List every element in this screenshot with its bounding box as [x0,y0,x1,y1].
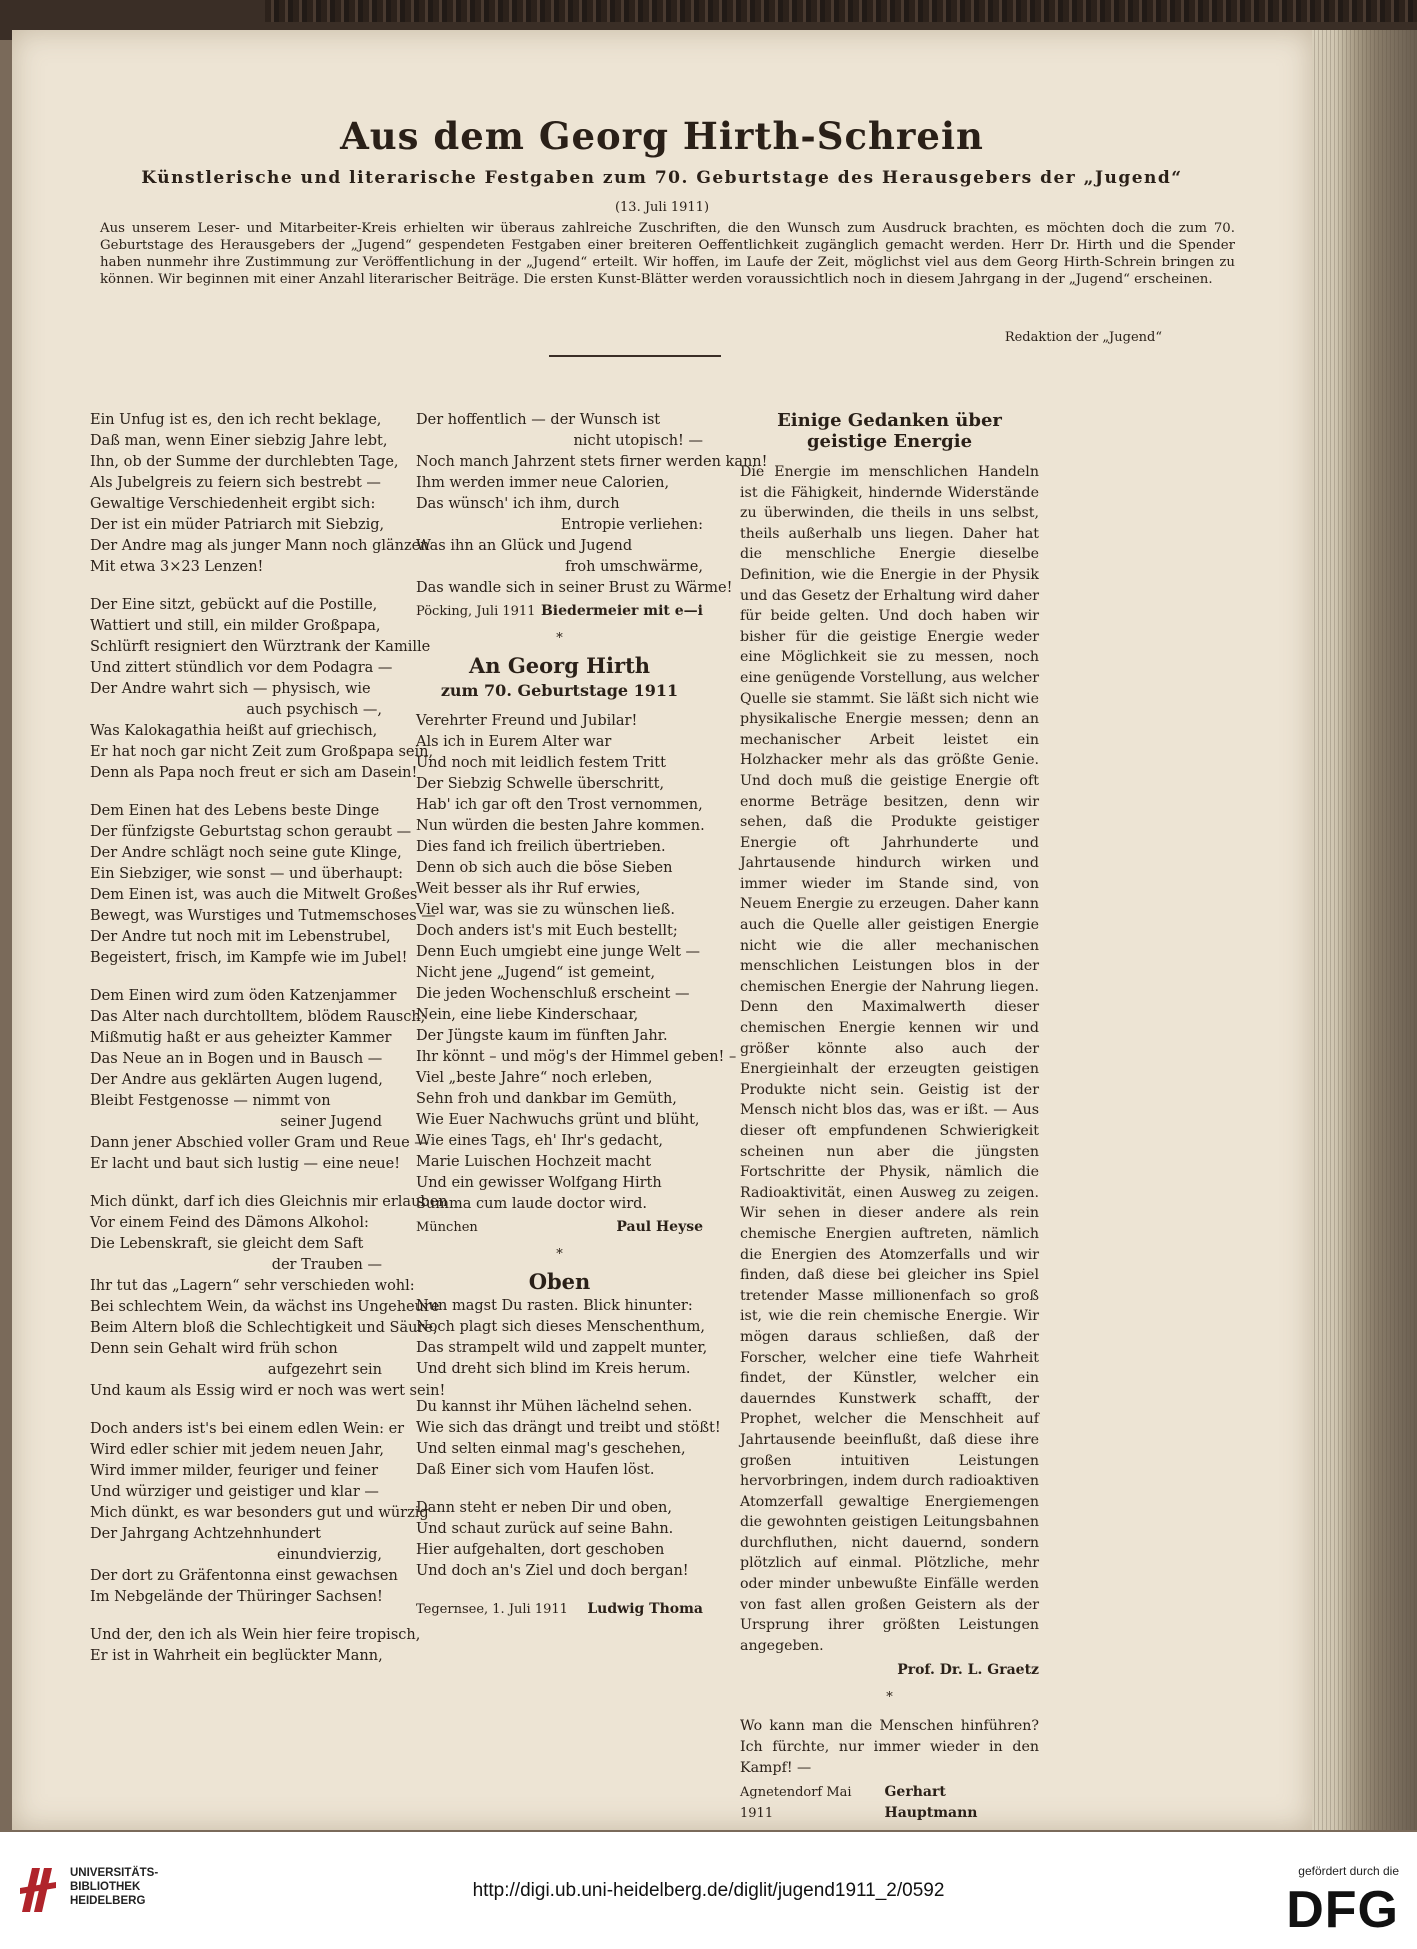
poem-line: Und selten einmal mag's geschehen, [416,1441,686,1457]
poem-line: Dies fand ich freilich übertrieben. [416,839,666,855]
poem-line: Verehrter Freund und Jubilar! [416,713,638,729]
poem-line: Mißmutig haßt er aus geheizter Kammer [90,1030,392,1046]
poem-line: aufgezehrt sein [267,1362,382,1378]
page-stack-edge [1295,30,1417,1830]
poem-title: Oben [528,1269,591,1294]
poem-line: Und zittert stündlich vor dem Podagra — [90,660,393,676]
poem-line: Bleibt Festgenosse — nimmt von [90,1093,331,1109]
poem-line: Wird immer milder, feuriger und feiner [90,1463,379,1479]
poem-stanza [416,1296,708,1380]
poem-line: Der Andre aus geklärten Augen lugend, [90,1072,383,1088]
library-name[interactable]: UNIVERSITÄTS- BIBLIOTHEK HEIDELBERG [70,1867,159,1907]
poem-line: seiner Jugend [280,1114,382,1130]
poem-line: Mit etwa 3×23 Lenzen! [90,559,264,575]
essay-text: Die Energie im menschlichen Handeln ist die Fähigkeit, hindernde Widerstände zu überwinden, die theils in uns selbst, theils außerhalb uns liegen. Daher hat die menschliche Energie dieselbe Definition, wie die Energie in der Physik und das Gesetz der Erhaltung wird daher für beide gelten. Und doch haben wir bisher für die geistige Energie weder eine Möglichkeit sie zu messen, noch eine genügende Vorstellung, aus welcher Quelle sie stammt. Sie läßt sich nicht wie physikalische Energie messen; denn an mechanischer Arbeit leistet ein Holzhacker mehr als das größte Genie. Und doch muß die geistige Energie oft enorme Beträge besitzen, denn wir sehen, daß die Produkte geistiger Energie oft Jahrhunderte und Jahrtausende hindurch wirken und immer wieder im Stande sind, von Neuem Energie zu erzeugen. Daher kann auch die Quelle aller geistigen Energie nicht wie die aller mechanischen menschlichen Leistungen blos in der chemischen Energie der Nahrung liegen. Denn den Maximalwerth dieser chemischen Energie kennen wir und größer könnte also auch der Energieinhalt der erzeugten geistigen Produkte nicht sein. Geistig ist der Mensch nicht blos das, was er ißt. — Aus dieser oft empfundenen Schwierigkeit scheinen nun aber die jüngsten Fortschritte der Physik, nämlich die Radioaktivität, einen Ausweg zu zeigen. Wir sehen in dieser andere als rein chemische Energien auftreten, nämlich die Energien des Atomzerfalls und wir finden, daß diese bei gleicher ins Spiel tretender Masse millionenfach so groß ist, wie die rein chemische Energie. Wir mögen daraus schließen, daß der Forscher, welcher eine tiefe Wahrheit findet, der Künstler, welcher ein dauerndes Kunstwerk schafft, der Prophet, welcher die Menschheit auf Jahrtausende beeinflußt, daß diese ihre großen intuitiven Leistungen hervorbringen, indem durch radioaktiven Atomzerfall gewaltige Energiemengen die gewohnten geistigen Leitungsbahnen durchfluthen, nicht dauernd, sondern plötzlich auf einmal. Plötzliche, mehr oder minder unbewußte Einfälle werden von fast allen großen Geistern als der Ursprung ihrer größten Leistungen angegeben. [740,464,1039,1654]
poem-stanza [90,1625,421,1667]
poem-line: Der Andre wahrt sich — physisch, wie [90,681,371,697]
poem-line: Daß man, wenn Einer siebzig Jahre lebt, [90,433,388,449]
poem-line: Wie Euer Nachwuchs grünt und blüht, [416,1112,700,1128]
poem-line: Der Andre tut noch mit im Lebenstrubel, [90,929,391,945]
poem-line: Denn als Papa noch freut er sich am Dasein! [90,765,418,781]
poem-line: Der hoffentlich — der Wunsch ist [416,412,661,428]
poem-line: Wattiert und still, ein milder Großpapa, [90,618,381,634]
editorial-signature: Redaktion der „Jugend“ [1004,330,1162,345]
poem-line: Begeistert, frisch, im Kampfe wie im Jubel! [90,950,408,966]
poem-line: Und der, den ich als Wein hier feire tropisch, [90,1627,421,1643]
signature-row [740,1782,1039,1824]
poem-title: An Georg Hirth [468,653,651,678]
signature-author: Gerhart Hauptmann [884,1784,978,1822]
poem-line: Ein Siebziger, wie sonst — und überhaupt: [90,866,404,882]
poem-line: Das wünsch' ich ihm, durch [416,496,620,512]
separator-asterisk: * [556,631,563,646]
page-subtitle: Künstlerische und literarische Festgaben zum 70. Geburtstage des Herausgebers der „Jugend“ [141,168,1183,188]
poem-line: Doch anders ist's mit Euch bestellt; [416,923,678,939]
poem-line: Denn ob sich auch die böse Sieben [416,860,673,876]
poem-line: Nun würden die besten Jahre kommen. [416,818,705,834]
dfg-logo[interactable]: DFG [1286,1881,1399,1939]
poem-line: Du kannst ihr Mühen lächelnd sehen. [416,1399,693,1415]
poem-line: Nein, eine liebe Kinderschaar, [416,1007,639,1023]
signature-place: München [416,1220,478,1235]
essay-signature: Prof. Dr. L. Graetz [897,1662,1039,1679]
page-content [52,30,1272,1830]
poem-line: Das Neue an in Bogen und in Bausch — [90,1051,383,1067]
divider-rule [549,355,721,357]
poem-line: Der Siebzig Schwelle überschritt, [416,776,665,792]
poem-line: Ihm werden immer neue Calorien, [416,475,670,491]
poem-line: Wie eines Tags, eh' Ihr's gedacht, [416,1133,664,1149]
poem-line: Nicht jene „Jugend“ ist gemeint, [416,965,656,981]
poem-line: Im Nebgelände der Thüringer Sachsen! [90,1589,383,1605]
poem-line: Hier aufgehalten, dort geschoben [416,1542,665,1558]
poem-line: Er ist in Wahrheit ein beglückter Mann, [90,1648,383,1664]
signature-place: Tegernsee, 1. Juli 1911 [416,1602,568,1617]
poem-line: Die jeden Wochenschluß erscheint — [416,986,690,1002]
poem-line: Bewegt, was Wurstiges und Tutmemschoses — [90,908,436,924]
poem-line: Als ich in Eurem Alter war [416,734,612,750]
poem-line: Beim Altern bloß die Schlechtigkeit und Säure, [90,1320,438,1336]
poem-body [416,1296,721,1582]
signature-author: Paul Heyse [616,1219,703,1235]
signature-row [416,601,703,622]
poem-line: Und kaum als Essig wird er noch was wert sein! [90,1383,446,1399]
editorial-intro: Aus unserem Leser- und Mitarbeiter-Kreis erhielten wir überaus zahlreiche Zuschriften, die den Wunsch zum Ausdruck brachten, es möchten doch die zum 70. Geburtstage des Herausgebers der „Jugend“ gespendeten Festgaben einer breiteren Oeffentlichkeit zugänglich gemacht werden. Herr Dr. Hirth und die Spender haben nunmehr ihre Zustimmung zur Veröffentlichung in der „Jugend“ erteilt. Wir hoffen, im Laufe der Zeit, möglichst viel aus dem Georg Hirth-Schrein bringen zu können. Wir beginnen mit einer Anzahl literarischer Beiträge. Die ersten Kunst-Blätter werden voraussichtlich noch in diesem Jahrgang in der „Jugend“ erscheinen. [100,221,1235,287]
poem-line: Ein Unfug ist es, den ich recht beklage, [90,412,382,428]
poem-line: auch psychisch —, [246,702,382,718]
scanned-page [12,30,1312,1830]
poem-line: Dann jener Abschied voller Gram und Reue — [90,1135,429,1151]
separator-asterisk: * [886,1690,893,1706]
poem-body [416,711,737,1215]
poem-stanza [90,410,430,578]
poem-line: Summa cum laude doctor wird. [416,1196,648,1212]
poem-line: Und noch mit leidlich festem Tritt [416,755,666,771]
signature-place: Agnetendorf Mai 1911 [740,1785,852,1822]
quote-text: Wo kann man die Menschen hinführen? Ich fürchte, nur immer wieder in den Kampf! — [740,1718,1039,1776]
document-url-link[interactable]: http://digi.ub.uni-heidelberg.de/diglit/jugend1911_2/0592 [472,1880,945,1901]
signature-author: Biedermeier mit e—i [540,603,703,619]
poem-line: Und schaut zurück auf seine Bahn. [416,1521,674,1537]
poem-line: Schlürft resigniert den Würztrank der Kamille [90,639,431,655]
poem-line: Dem Einen hat des Lebens beste Dinge [90,803,380,819]
poem-line: Mich dünkt, darf ich dies Gleichnis mir erlauben [90,1194,448,1210]
poem-line: Das wandle sich in seiner Brust zu Wärme! [416,580,733,596]
poem-line: einundvierzig, [276,1547,382,1563]
signature-author: Ludwig Thoma [587,1601,703,1617]
poem-line: Dann steht er neben Dir und oben, [416,1500,672,1516]
poem-line: Als Jubelgreis zu feiern sich bestrebt — [90,475,381,491]
poem-line: Nun magst Du rasten. Blick hinunter: [416,1298,693,1314]
poem-line: Gewaltige Verschiedenheit ergibt sich: [90,496,376,512]
poem-subtitle: zum 70. Geburtstage 1911 [440,681,679,700]
poem-line: Der Andre mag als junger Mann noch glänzen [90,538,430,554]
poem-line: Und doch an's Ziel und doch bergan! [416,1563,689,1579]
poem-line: nicht utopisch! — [573,433,703,449]
poem-stanza [90,595,434,784]
funding-label: gefördert durch die [1298,1864,1399,1878]
poem-line: Der Eine sitzt, gebückt auf die Postille, [90,597,378,613]
poem-line: Das Alter nach durchtolltem, blödem Rausch; [90,1009,426,1025]
poem-stanza [90,801,436,969]
marbled-edge [265,0,1417,22]
poem-line: Wird edler schier mit jedem neuen Jahr, [90,1442,385,1458]
poem-line: Der Jahrgang Achtzehnhundert [90,1526,321,1542]
poem-line: Weit besser als ihr Ruf erwies, [416,881,641,897]
poem-stanza [90,1419,429,1608]
poem-line: Doch anders ist's bei einem edlen Wein: er [90,1421,405,1437]
poem-line: Der Jüngste kaum im fünften Jahr. [416,1028,668,1044]
column-right [740,410,1039,1824]
poem-line: Der fünfzigste Geburtstag schon geraubt — [90,824,412,840]
poem-line: Was ihn an Glück und Jugend [416,538,633,554]
poem-line: froh umschwärme, [565,559,703,575]
poem-line: der Trauben — [271,1257,382,1273]
poem-line: Der Andre schlägt noch seine gute Klinge, [90,845,402,861]
page-title: Aus dem Georg Hirth-Schrein [340,114,984,158]
poem-line: Er lacht und baut sich lustig — eine neue! [90,1156,401,1172]
poem-line: Und dreht sich blind im Kreis herum. [416,1361,691,1377]
poem-line: Ihr könnt – und mög's der Himmel geben! – [416,1049,737,1065]
poem-line: Denn sein Gehalt wird früh schon [90,1341,338,1357]
poem-line: Noch plagt sich dieses Menschenthum, [416,1319,705,1335]
signature-place: Pöcking, Juli 1911 [416,604,536,619]
poem-line: Dem Einen ist, was auch die Mitwelt Großes [90,887,418,903]
poem-line: Entropie verliehen: [560,517,703,533]
essay-title: Einige Gedanken über geistige Energie [777,410,1002,452]
poem-line: Dem Einen wird zum öden Katzenjammer [90,988,397,1004]
signature-row [416,1599,703,1620]
poem-line: Sehn froh und dankbar im Gemüth, [416,1091,677,1107]
poem-line: Ihn, ob der Summe der durchlebten Tage, [90,454,399,470]
poem-line: Denn Euch umgiebt eine junge Welt — [416,944,701,960]
poem-line: Viel „beste Jahre“ noch erleben, [416,1070,653,1086]
poem-line: Mich dünkt, es war besonders gut und würzig [90,1505,429,1521]
poem-line: Noch manch Jahrzent stets firner werden kann! [416,454,768,470]
poem-line: Und ein gewisser Wolfgang Hirth [416,1175,662,1191]
poem-line: Viel war, was sie zu wünschen ließ. [416,902,675,918]
poem-line: Das strampelt wild und zappelt munter, [416,1340,708,1356]
poem-line: Bei schlechtem Wein, da wächst ins Ungeheure [90,1299,440,1315]
poem-line: Und würziger und geistiger und klar — [90,1484,379,1500]
signature-row [416,1217,703,1238]
poem-line: Er hat noch gar nicht Zeit zum Großpapa sein, [90,744,434,760]
poem-line: Der dort zu Gräfentonna einst gewachsen [90,1568,398,1584]
poem-line: Marie Luischen Hochzeit macht [416,1154,652,1170]
page-date: (13. Juli 1911) [614,200,710,215]
separator-asterisk: * [556,1247,563,1262]
poem-line: Der ist ein müder Patriarch mit Siebzig, [90,517,385,533]
poem-line: Hab' ich gar oft den Trost vernommen, [416,797,703,813]
poem-stanza [416,1498,703,1582]
poem-continuation [416,410,768,599]
poem-stanza [416,1397,721,1481]
poem-stanza [90,986,429,1175]
poem-line: Was Kalokagathia heißt auf griechisch, [90,723,378,739]
poem-line: Daß Einer sich vom Haufen löst. [416,1462,655,1478]
poem-line: Die Lebenskraft, sie gleicht dem Saft [90,1236,364,1252]
poem-line: Ihr tut das „Lagern“ sehr verschieden wohl: [90,1278,415,1294]
poem-line: Wie sich das drängt und treibt und stößt! [416,1420,721,1436]
poem-line: Vor einem Feind des Dämons Alkohol: [90,1215,369,1231]
column-middle [416,410,768,1620]
